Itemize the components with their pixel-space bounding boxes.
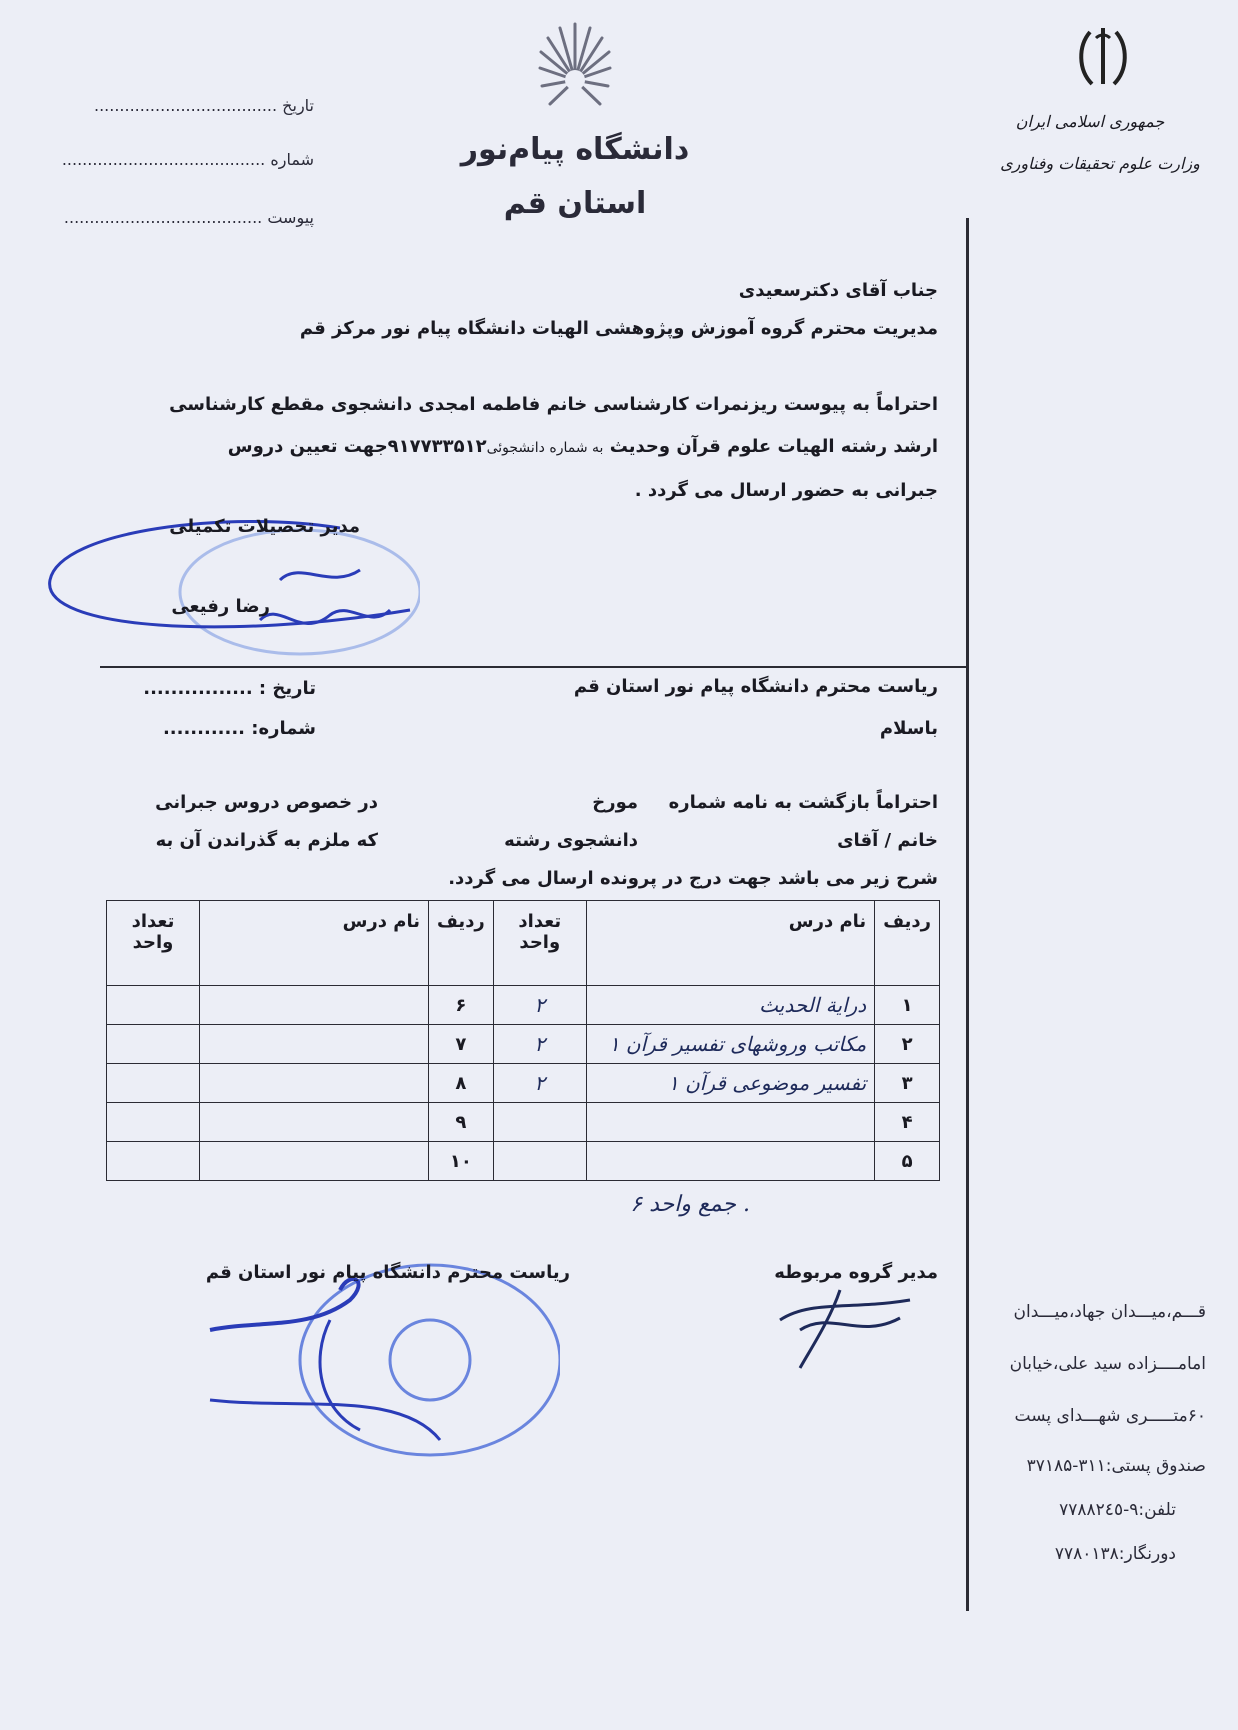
table-row: [107, 986, 940, 1025]
row-index-2: ۱۰: [429, 1142, 494, 1181]
address-phone: تلفن:۹-۷۷۸۸۲٤٥: [1059, 1500, 1176, 1520]
header-units-short-suffix: واحد: [519, 932, 561, 953]
header-number-field: شماره ........................................: [61, 150, 314, 169]
course-name: مکاتب وروشهای تفسیر قرآن ۱: [586, 1025, 874, 1064]
iran-emblem-icon: [1072, 22, 1134, 100]
group-manager-label: مدیر گروه مربوطه: [774, 1262, 938, 1283]
course-units-2: [107, 1064, 200, 1103]
header-units-short-label: تعداد: [518, 911, 562, 932]
header-units: تعداد واحد: [107, 901, 200, 986]
address-fax: دورنگار:۷۷۸۰۱۳۸: [1054, 1544, 1176, 1564]
course-name-2: [200, 1025, 429, 1064]
reply-line-2-b: دانشجوی رشته: [504, 830, 638, 851]
row-index: ۱: [875, 986, 940, 1025]
total-units-note: . جمع واحد ۶: [630, 1192, 750, 1217]
header-units-short: [493, 901, 586, 986]
course-name: [586, 1103, 874, 1142]
course-units: [493, 1142, 586, 1181]
table-row: [107, 1103, 940, 1142]
reply-line-1-c: در خصوص دروس جبرانی: [155, 792, 378, 813]
address-line-2: امامــــزاده سید علی،خیابان: [1009, 1354, 1206, 1374]
letter-body-line-1: احتراماً به پیوست ریزنمرات کارشناسی خانم فاطمه امجدی دانشجوی مقطع کارشناسی: [169, 394, 938, 415]
letter-body-line-2-b: به شماره دانشجوئی: [486, 440, 604, 456]
course-name: درایة الحدیث: [586, 986, 874, 1025]
course-units: [493, 1103, 586, 1142]
course-name-2: [200, 1064, 429, 1103]
header-date-field: تاریخ ....................................: [93, 96, 314, 115]
reply-date-field: تاریخ : ................: [143, 678, 316, 699]
signer-title: مدیر تحصیلات تکمیلی: [169, 516, 360, 537]
row-index-2: ۷: [429, 1025, 494, 1064]
university-stamp: [200, 1260, 560, 1460]
row-index: ۵: [875, 1142, 940, 1181]
table-row: [107, 1142, 940, 1181]
address-line-1: قـــم،میـــدان جهاد،میـــدان: [1013, 1302, 1206, 1322]
table-header-row: [107, 901, 940, 986]
reply-number-field: شماره: ............: [162, 718, 316, 739]
ministry-line-2: وزارت علوم تحقیقات وفناوری: [1000, 154, 1200, 173]
course-units: ۲: [493, 1064, 586, 1103]
row-index: ۲: [875, 1025, 940, 1064]
address-po-box: صندوق پستی:۳۱۱-۳۷۱۸۵: [1026, 1456, 1206, 1476]
course-name-2: [200, 986, 429, 1025]
reply-line-3: شرح زیر می باشد جهت درج در پرونده ارسال می گردد.: [448, 868, 938, 889]
course-name-2: [200, 1142, 429, 1181]
addressee-name: جناب آقای دکترسعیدی: [738, 280, 938, 301]
course-units-2: [107, 1103, 200, 1142]
reply-line-1-b: مورخ: [592, 792, 638, 813]
reply-line-2-c: که ملزم به گذراندن آن به: [155, 830, 378, 851]
course-name-2: [200, 1103, 429, 1142]
presidency-label: ریاست محترم دانشگاه پیام نور استان قم: [205, 1262, 570, 1283]
header-course-name-2: نام درس: [200, 901, 429, 986]
course-units-2: [107, 986, 200, 1025]
letter-body-line-2-c: ۹۱۷۷۳۳۵۱۲جهت تعیین دروس: [227, 436, 487, 457]
reply-line-1-a: احتراماً بازگشت به نامه شماره: [668, 792, 938, 813]
course-name: [586, 1142, 874, 1181]
address-line-3: ۶۰متـــــری شهـــدای پست: [1014, 1406, 1206, 1426]
university-name: دانشگاه پیام‌نور: [460, 132, 690, 167]
course-units: ۲: [493, 986, 586, 1025]
row-index-2: ۸: [429, 1064, 494, 1103]
letter-body-line-2-a: ارشد رشته الهیات علوم قرآن وحدیث: [609, 436, 938, 457]
header-row-index: ردیف: [875, 901, 940, 986]
letter-body-line-3: جبرانی به حضور ارسال می گردد .: [634, 480, 938, 501]
course-name: تفسیر موضوعی قرآن ۱: [586, 1064, 874, 1103]
reply-recipient: ریاست محترم دانشگاه پیام نور استان قم: [573, 676, 938, 697]
row-index: ۳: [875, 1064, 940, 1103]
row-index-2: ۶: [429, 986, 494, 1025]
letter-body-line-2: [100, 436, 938, 457]
approval-stamp-signature: [30, 520, 420, 670]
header-row-index-2: ردیف: [429, 901, 494, 986]
section-divider: [100, 666, 966, 668]
header-course-name: نام درس: [586, 901, 874, 986]
margin-rule: [966, 218, 969, 1611]
addressee-title: مدیریت محترم گروه آموزش وپژوهشی الهیات دانشگاه پیام نور مرکز قم: [299, 318, 938, 339]
university-logo: [538, 20, 612, 116]
row-index: ۴: [875, 1103, 940, 1142]
reply-line-2-a: خانم / آقای: [837, 830, 938, 851]
table-row: [107, 1025, 940, 1064]
row-index-2: ۹: [429, 1103, 494, 1142]
course-units: ۲: [493, 1025, 586, 1064]
signer-name: رضا رفیعی: [171, 596, 270, 617]
ministry-line-1: جمهوری اسلامی ایران: [1015, 112, 1165, 131]
course-units-2: [107, 1025, 200, 1064]
header-attachment-field: پیوست .......................................: [63, 208, 314, 227]
reply-greeting: باسلام: [879, 718, 938, 739]
course-units-2: [107, 1142, 200, 1181]
table-row: [107, 1064, 940, 1103]
university-province: استان قم: [503, 186, 647, 221]
group-manager-signature: [770, 1280, 920, 1370]
course-table: [106, 900, 940, 1181]
